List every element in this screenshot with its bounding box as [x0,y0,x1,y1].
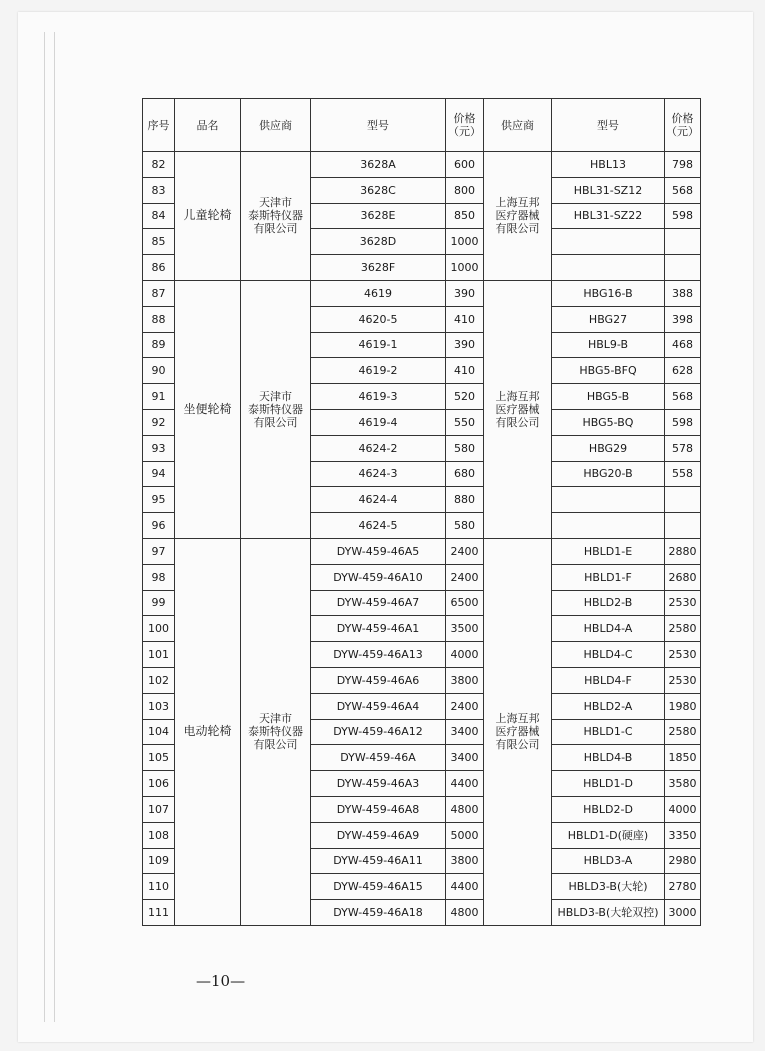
price-left-cell: 550 [446,409,484,435]
price-right-cell: 4000 [665,796,701,822]
price-right-cell [665,513,701,539]
table-body [143,152,701,926]
supplier-left-cell [241,538,311,925]
model-left-cell: DYW-459-46A12 [311,719,446,745]
model-right-cell: HBLD1-C [552,719,665,745]
price-right-cell: 628 [665,358,701,384]
price-right-cell: 3580 [665,771,701,797]
header-model-left: 型号 [311,99,446,152]
price-left-cell: 3800 [446,667,484,693]
supplier-right-cell [484,538,552,925]
price-left-cell: 4400 [446,771,484,797]
seq-cell: 106 [143,771,175,797]
supplier-right-cell [484,280,552,538]
model-left-cell: DYW-459-46A10 [311,564,446,590]
price-right-cell: 468 [665,332,701,358]
price-left-cell: 4800 [446,796,484,822]
seq-cell: 83 [143,177,175,203]
model-right-cell: HBLD3-B(大轮双控) [552,900,665,926]
table-row [143,152,701,178]
header-model-right: 型号 [552,99,665,152]
model-right-cell: HBL31-SZ12 [552,177,665,203]
model-right-cell: HBLD3-B(大轮) [552,874,665,900]
product-name-cell: 儿童轮椅 [175,152,241,281]
supplier-left-cell [241,280,311,538]
header-price-left-line2: （元） [448,125,481,138]
model-left-cell: DYW-459-46A5 [311,538,446,564]
model-left-cell: DYW-459-46A4 [311,693,446,719]
seq-cell: 104 [143,719,175,745]
supplier-left-line: 有限公司 [253,222,298,236]
model-right-cell: HBG5-B [552,384,665,410]
model-left-cell: 4624-3 [311,461,446,487]
model-left-cell: DYW-459-46A3 [311,771,446,797]
price-left-cell: 880 [446,487,484,513]
price-right-cell: 598 [665,409,701,435]
supplier-right-line: 医疗器械 [495,725,540,739]
model-left-cell: DYW-459-46A18 [311,900,446,926]
model-right-cell: HBG29 [552,435,665,461]
header-name: 品名 [175,99,241,152]
price-left-cell: 800 [446,177,484,203]
price-left-cell: 680 [446,461,484,487]
model-left-cell: 4619-1 [311,332,446,358]
supplier-left-line: 天津市 [259,196,292,210]
seq-cell: 87 [143,280,175,306]
price-right-cell: 558 [665,461,701,487]
header-seq: 序号 [143,99,175,152]
price-left-cell: 520 [446,384,484,410]
supplier-left-line: 天津市 [259,389,292,403]
price-left-cell: 2400 [446,538,484,564]
seq-cell: 85 [143,229,175,255]
price-table [142,98,701,926]
seq-cell: 111 [143,900,175,926]
model-left-cell: DYW-459-46A6 [311,667,446,693]
model-right-cell: HBL31-SZ22 [552,203,665,229]
price-left-cell: 580 [446,435,484,461]
model-left-cell: 4619-2 [311,358,446,384]
model-right-cell: HBLD4-F [552,667,665,693]
supplier-left-line: 泰斯特仪器 [248,402,303,416]
model-right-cell: HBLD2-A [552,693,665,719]
model-left-cell: 3628F [311,255,446,281]
product-name-cell: 电动轮椅 [175,538,241,925]
price-right-cell: 2580 [665,616,701,642]
model-left-cell: DYW-459-46A11 [311,848,446,874]
model-right-cell: HBLD3-A [552,848,665,874]
supplier-left-line: 泰斯特仪器 [248,209,303,223]
seq-cell: 98 [143,564,175,590]
model-right-cell: HBG5-BFQ [552,358,665,384]
seq-cell: 109 [143,848,175,874]
model-left-cell: 4620-5 [311,306,446,332]
model-left-cell: DYW-459-46A1 [311,616,446,642]
model-left-cell: DYW-459-46A [311,745,446,771]
price-right-cell: 598 [665,203,701,229]
price-right-cell: 388 [665,280,701,306]
price-right-cell: 2530 [665,590,701,616]
seq-cell: 96 [143,513,175,539]
model-left-cell: DYW-459-46A13 [311,642,446,668]
seq-cell: 89 [143,332,175,358]
price-right-cell: 2530 [665,667,701,693]
seq-cell: 107 [143,796,175,822]
seq-cell: 94 [143,461,175,487]
model-left-cell: 3628C [311,177,446,203]
model-right-cell: HBLD4-A [552,616,665,642]
seq-cell: 102 [143,667,175,693]
model-left-cell: DYW-459-46A15 [311,874,446,900]
model-left-cell: 4624-5 [311,513,446,539]
price-right-cell: 2780 [665,874,701,900]
price-left-cell: 5000 [446,822,484,848]
price-left-cell: 1000 [446,229,484,255]
supplier-left-line: 有限公司 [253,415,298,429]
price-right-cell [665,487,701,513]
table-header-row [143,99,701,152]
seq-cell: 95 [143,487,175,513]
paper-edge-line [54,32,55,1022]
price-left-cell: 410 [446,306,484,332]
model-right-cell: HBG27 [552,306,665,332]
price-right-cell: 568 [665,177,701,203]
model-left-cell: DYW-459-46A9 [311,822,446,848]
price-left-cell: 1000 [446,255,484,281]
supplier-right-line: 有限公司 [495,222,540,236]
price-left-cell: 2400 [446,693,484,719]
price-left-cell: 4000 [446,642,484,668]
price-left-cell: 6500 [446,590,484,616]
price-right-cell: 2680 [665,564,701,590]
model-right-cell [552,255,665,281]
seq-cell: 86 [143,255,175,281]
seq-cell: 103 [143,693,175,719]
price-right-cell: 798 [665,152,701,178]
page-number: —10— [196,972,246,990]
model-right-cell: HBLD2-D [552,796,665,822]
price-left-cell: 390 [446,332,484,358]
seq-cell: 91 [143,384,175,410]
price-left-cell: 3400 [446,719,484,745]
model-left-cell: 3628E [311,203,446,229]
price-right-cell: 398 [665,306,701,332]
price-left-cell: 600 [446,152,484,178]
model-right-cell [552,513,665,539]
header-price-left-line1: 价格 [453,112,476,125]
seq-cell: 90 [143,358,175,384]
price-left-cell: 390 [446,280,484,306]
model-right-cell: HBG5-BQ [552,409,665,435]
model-right-cell: HBLD2-B [552,590,665,616]
model-left-cell: 3628A [311,152,446,178]
price-right-cell: 3000 [665,900,701,926]
model-left-cell: 4619-3 [311,384,446,410]
model-right-cell: HBLD1-D(硬座) [552,822,665,848]
supplier-right-line: 医疗器械 [495,402,540,416]
price-right-cell: 2530 [665,642,701,668]
seq-cell: 97 [143,538,175,564]
header-price-right [665,99,701,152]
model-right-cell: HBG16-B [552,280,665,306]
price-right-cell: 568 [665,384,701,410]
price-right-cell [665,255,701,281]
price-right-cell: 1980 [665,693,701,719]
model-left-cell: 4624-4 [311,487,446,513]
supplier-left-line: 泰斯特仪器 [248,725,303,739]
model-left-cell: 4619-4 [311,409,446,435]
seq-cell: 100 [143,616,175,642]
supplier-left-line: 有限公司 [253,738,298,752]
table-row [143,280,701,306]
price-left-cell: 850 [446,203,484,229]
product-name-cell: 坐便轮椅 [175,280,241,538]
model-right-cell: HBL13 [552,152,665,178]
supplier-right-cell [484,152,552,281]
paper-edge-line [44,32,45,1022]
price-right-cell: 578 [665,435,701,461]
seq-cell: 110 [143,874,175,900]
price-left-cell: 580 [446,513,484,539]
model-left-cell: 3628D [311,229,446,255]
model-right-cell: HBLD1-E [552,538,665,564]
model-right-cell: HBLD1-F [552,564,665,590]
seq-cell: 84 [143,203,175,229]
price-left-cell: 4800 [446,900,484,926]
header-price-right-line2: （元） [666,125,699,138]
price-left-cell: 3400 [446,745,484,771]
seq-cell: 101 [143,642,175,668]
seq-cell: 92 [143,409,175,435]
price-left-cell: 3800 [446,848,484,874]
supplier-right-line: 有限公司 [495,738,540,752]
seq-cell: 99 [143,590,175,616]
price-right-cell: 2880 [665,538,701,564]
supplier-right-line: 上海互邦 [495,196,540,210]
model-right-cell: HBLD4-B [552,745,665,771]
header-price-left [446,99,484,152]
price-right-cell [665,229,701,255]
model-left-cell: DYW-459-46A8 [311,796,446,822]
table-row [143,538,701,564]
model-left-cell: DYW-459-46A7 [311,590,446,616]
model-right-cell: HBL9-B [552,332,665,358]
supplier-left-cell [241,152,311,281]
supplier-right-line: 上海互邦 [495,712,540,726]
seq-cell: 93 [143,435,175,461]
supplier-left-line: 天津市 [259,712,292,726]
seq-cell: 108 [143,822,175,848]
header-supplier-right: 供应商 [484,99,552,152]
price-left-cell: 2400 [446,564,484,590]
model-left-cell: 4624-2 [311,435,446,461]
supplier-right-line: 医疗器械 [495,209,540,223]
header-price-right-line1: 价格 [671,112,694,125]
price-left-cell: 3500 [446,616,484,642]
model-right-cell: HBLD1-D [552,771,665,797]
model-right-cell [552,229,665,255]
header-supplier-left: 供应商 [241,99,311,152]
price-right-cell: 2980 [665,848,701,874]
model-left-cell: 4619 [311,280,446,306]
supplier-right-line: 有限公司 [495,415,540,429]
model-right-cell [552,487,665,513]
model-right-cell: HBLD4-C [552,642,665,668]
price-left-cell: 410 [446,358,484,384]
price-right-cell: 1850 [665,745,701,771]
price-left-cell: 4400 [446,874,484,900]
supplier-right-line: 上海互邦 [495,389,540,403]
model-right-cell: HBG20-B [552,461,665,487]
price-right-cell: 2580 [665,719,701,745]
price-right-cell: 3350 [665,822,701,848]
seq-cell: 105 [143,745,175,771]
seq-cell: 88 [143,306,175,332]
seq-cell: 82 [143,152,175,178]
